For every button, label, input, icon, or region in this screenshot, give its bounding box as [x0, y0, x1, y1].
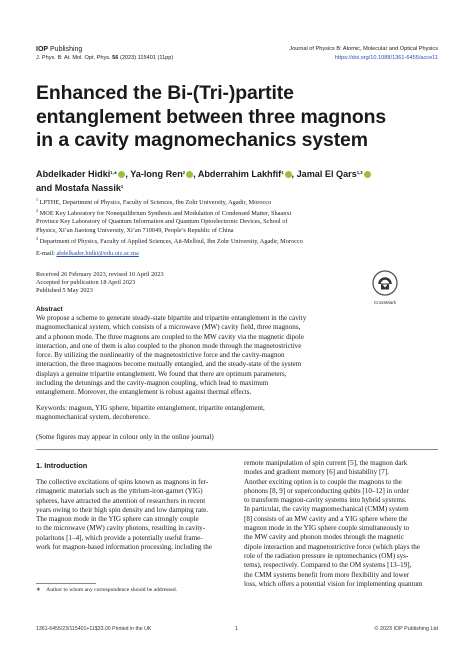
- affiliation-text: Physics, Xi’an Jiaotong University, Xi’an 710049, People’s Republic of China: [36, 226, 234, 234]
- section-title: 1. Introduction: [36, 461, 88, 470]
- affiliation-num: 2: [36, 208, 39, 214]
- author-name: Abdelkader Hidki: [36, 169, 111, 179]
- affiliation-line: [36, 207, 446, 218]
- abstract-line: magnomechanical system, which consists of a microwave (MW) cavity field, three magnons,: [36, 323, 301, 332]
- body-line: rimagnetic materials such as the yttrium-iron-garnet (YIG): [36, 487, 203, 496]
- body-line: modes and gradient memory [6] and bistability [7].: [244, 468, 389, 477]
- body-line: role of the radiation pressure in optomechanics (OM) sys-: [244, 551, 409, 560]
- affiliation-text: Department of Physics, Faculty of Applied Sciences, Ait-Melloul, Ibn Zohr University, Agadir, Morocco: [39, 237, 303, 245]
- journal-name: Journal of Physics B: Atomic, Molecular and Optical Physics: [289, 46, 438, 52]
- citation-suffix: (2023) 115401 (11pp): [118, 55, 174, 61]
- affiliation-line: [36, 235, 446, 246]
- title-line: Enhanced the Bi-(Tri-)partite: [36, 82, 294, 104]
- body-line: the MW cavity and phonon modes through the magnetic: [244, 533, 404, 542]
- affiliation-text: LPTHE, Department of Physics, Faculty of Sciences, Ibn Zohr University, Agadir, Morocco: [39, 199, 272, 206]
- body-line: Another exciting option is to couple the magnons to the: [244, 477, 402, 486]
- abstract-line: interaction, and one of them is also coupled to the phonon mode through the magnetostrictive: [36, 341, 302, 350]
- section-divider: [36, 449, 438, 450]
- author-name: Jamal El Qars: [296, 169, 357, 179]
- orcid-icon[interactable]: [186, 171, 193, 178]
- author-affil: 2: [182, 170, 186, 175]
- orcid-icon[interactable]: [118, 171, 125, 178]
- author-affil: 1: [281, 170, 284, 175]
- body-line: phonons [8, 9] or superconducting qubits [10–12] in order: [244, 486, 409, 495]
- keywords: [36, 404, 438, 423]
- keywords-line: magnomechanical system, decoherence.: [36, 413, 150, 422]
- abstract-line: interaction, the three magnons become mutually entangled, and the steady-state of the system: [36, 360, 302, 369]
- author-affil: 1,∗: [110, 170, 118, 175]
- email-link[interactable]: abdelkader.hidki@edu.uiz.ac.ma: [56, 250, 139, 257]
- right-column: [244, 459, 440, 589]
- publisher-logo-rest: Publishing: [48, 46, 83, 53]
- date-line: Published 5 May 2023: [36, 287, 93, 295]
- title-line: entanglement between three magnons: [36, 105, 387, 128]
- body-line: dipole interaction and magnetostrictive force (which plays the: [244, 542, 420, 551]
- body-line: magnon mode in the YIG sphere couple simultaneously to: [244, 524, 410, 533]
- author-affil: 1: [120, 183, 124, 189]
- body-line: spheres, have attracted the attention of researchers in recent: [36, 496, 206, 505]
- footer-copyright: © 2023 IOP Publishing Ltd: [374, 626, 438, 632]
- body-line: polaritons [1–4], which provide a potentially useful frame-: [36, 533, 203, 542]
- doi-link[interactable]: https://doi.org/10.1088/1361-6455/acce11: [334, 55, 438, 61]
- affiliation-num: 1: [36, 197, 39, 202]
- crossmark-badge[interactable]: [368, 270, 402, 305]
- orcid-icon[interactable]: [364, 171, 371, 178]
- affiliation-text: MOE Key Laboratory for Nonequilibrium Synthesis and Modulation of Condensed Matter, Shaanxi: [39, 210, 292, 218]
- date-line: Accepted for publication 18 April 2023: [36, 279, 136, 287]
- colour-note: (Some figures may appear in colour only in the online journal): [36, 433, 214, 441]
- crossmark-label: CrossMark: [373, 300, 397, 305]
- author-name: Ya-long Ren: [130, 169, 183, 179]
- affiliation-line: [36, 218, 446, 226]
- citation-volume: 56: [112, 55, 119, 61]
- body-line: to the microwave (MW) cavity photons, resulting in cavity-: [36, 524, 206, 533]
- body-line: to transform magnon-cavity systems into hybrid systems.: [244, 496, 407, 505]
- citation: [36, 55, 173, 62]
- and-text: and: [36, 182, 55, 193]
- body-line: years owing to their high spin density and low damping rate.: [36, 505, 208, 514]
- author-name: Mostafa Nassik: [54, 182, 121, 193]
- orcid-icon[interactable]: [285, 171, 292, 178]
- body-line: In particular, the cavity magnomechanical (CMM) system: [244, 505, 409, 514]
- abstract-line: including the detunings and the cavity-magnon coupling, which lead to maximum: [36, 379, 269, 388]
- abstract-line: and a phonon mode. The three magnons are coupled to the MW cavity via the magnetic dipole: [36, 332, 304, 341]
- abstract-heading: Abstract: [36, 306, 63, 313]
- body-line: The magnon mode in the YIG sphere can strongly couple: [36, 515, 199, 524]
- footnote-rule: [36, 583, 96, 584]
- abstract-body: [36, 314, 438, 398]
- footnote-text: Author to whom any correspondence should be addressed.: [46, 587, 178, 593]
- footer-left: 1361-6455/23/115401+11$33.00 Printed in the UK: [36, 626, 152, 632]
- affiliation-line: [36, 227, 446, 235]
- paper-title: [36, 82, 446, 153]
- footnote: [36, 587, 177, 594]
- affiliations: [36, 196, 446, 246]
- author-line: [36, 181, 456, 195]
- publisher-logo: [36, 46, 82, 54]
- title-line: in a cavity magnomechanics system: [36, 129, 368, 151]
- body-line: remote manipulation of spin current [5], the magnon dark: [244, 459, 408, 467]
- body-line: The collective excitations of spins known as magnons in fer-: [36, 478, 209, 486]
- email-line: [36, 250, 139, 258]
- dates: [36, 271, 164, 296]
- affiliation-text: Province Key Laboratory of Quantum Information and Quantum Optoelectronic Devices, School of: [36, 218, 288, 226]
- author-affil: 1,3: [356, 170, 363, 175]
- abstract-line: displays a genuine tripartite entanglement. We found that there are optimum parameters,: [36, 369, 287, 378]
- left-column: [36, 478, 232, 552]
- body-line: tems), respectively. Compared to the OM systems [13–19],: [244, 561, 412, 570]
- affiliation-num: 3: [36, 235, 39, 241]
- email-label: E-mail:: [36, 250, 57, 257]
- footnote-mark: ∗: [36, 587, 41, 593]
- abstract-line: force. By utilizing the nonlinearity of the magnetostrictive force and the cavity-magnon: [36, 351, 285, 360]
- abstract-line: We propose a scheme to generate steady-state bipartite and tripartite entanglement in the cavity: [36, 314, 307, 322]
- body-line: [8] consists of an MW cavity and a YIG sphere where the: [244, 514, 408, 523]
- abstract-line: entanglement. Moreover, the entanglement is robust against thermal effects.: [36, 388, 252, 397]
- crossmark-icon: [372, 270, 398, 296]
- affiliation-line: [36, 196, 446, 207]
- author-name: Abderrahim Lakhfif: [197, 169, 282, 179]
- body-line: the CMM systems benefit from more flexibility and lower: [244, 570, 410, 579]
- citation-prefix: J. Phys. B: At. Mol. Opt. Phys.: [36, 55, 113, 61]
- author-line: Abdelkader Hidki$^{1,∗}$ , Ya-long Ren$^2$ , Abderrahim Lakhfif$^1$ , Jamal El Qars$^{1,3}$: [36, 167, 456, 181]
- date-line: Received 26 February 2023, revised 10 April 2023: [36, 271, 164, 278]
- page-number: 1: [235, 626, 239, 632]
- publisher-logo-bold: IOP: [36, 46, 49, 53]
- body-line: loss, which offers a potential vision for implementing quantum: [244, 579, 423, 588]
- author-list: [36, 167, 456, 194]
- body-line: work for magnon-based information processing, including the: [36, 543, 212, 552]
- keywords-line: Keywords: magnon, YIG sphere, bipartite entanglement, tripartite entanglement,: [36, 404, 265, 412]
